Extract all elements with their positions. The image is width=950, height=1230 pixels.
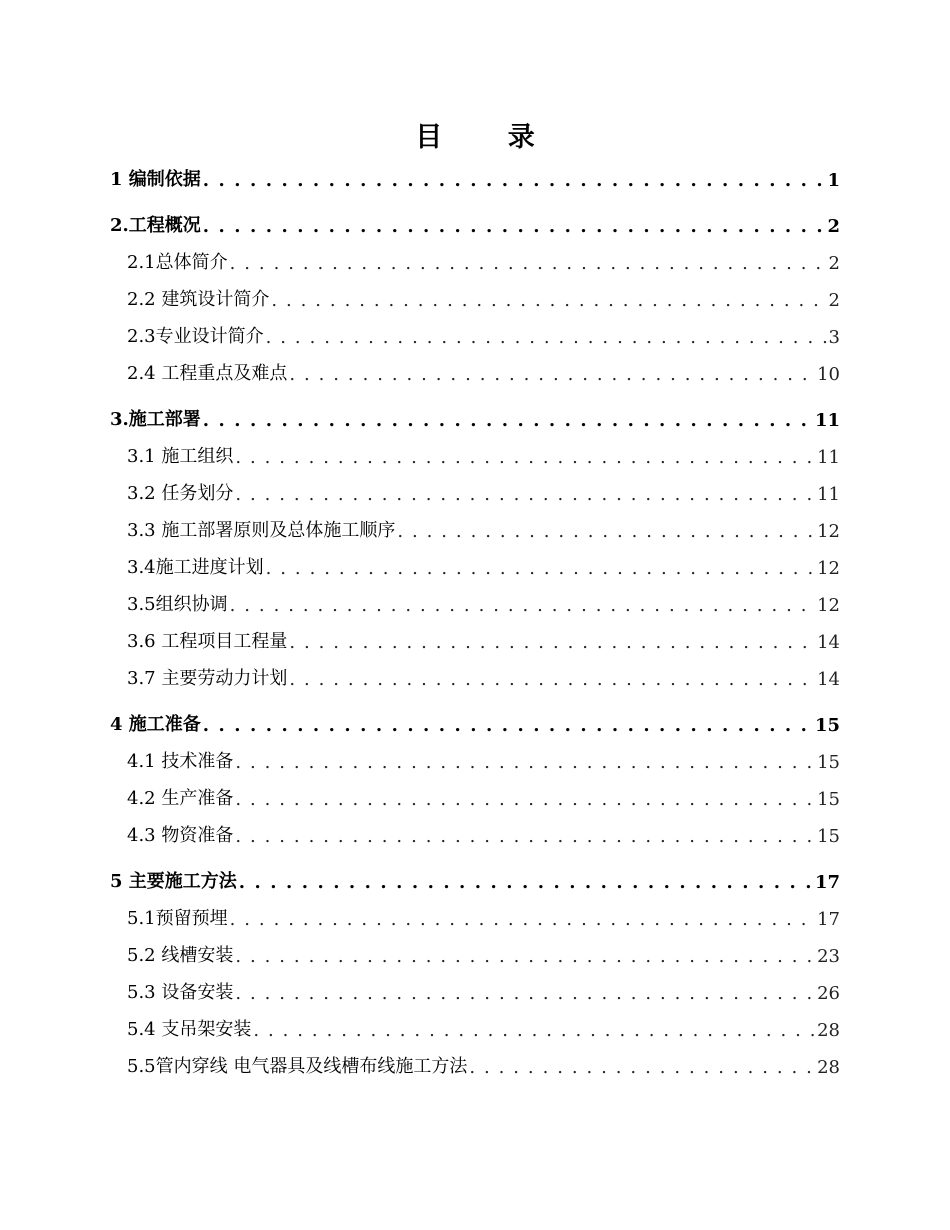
toc-dot-leader: [235, 826, 815, 847]
toc-entry-label: 5.3 设备安装: [127, 982, 234, 1003]
toc-section-entry[interactable]: [110, 1041, 840, 1078]
page-title: 目 录: [415, 122, 563, 153]
toc-dot-leader: [253, 1020, 815, 1041]
toc-dot-leader: [239, 872, 813, 893]
toc-section-entry[interactable]: [110, 616, 840, 653]
toc-section-entry[interactable]: [110, 274, 840, 311]
toc-entry-label: 3.7 主要劳动力计划: [127, 668, 288, 689]
toc-dot-leader: [235, 484, 815, 505]
toc-dot-leader: [271, 290, 826, 311]
toc-entry-label: 4 施工准备: [110, 714, 201, 735]
toc-page-number: 12: [817, 521, 840, 542]
toc-page-number: 3: [828, 327, 840, 348]
toc-dot-leader: [203, 216, 826, 237]
toc-entry-label: 2.2 建筑设计简介: [127, 289, 270, 310]
toc-section-entry[interactable]: [110, 810, 840, 847]
toc-section-entry[interactable]: [110, 1004, 840, 1041]
toc-entry-label: 5.5管内穿线 电气器具及线槽布线施工方法: [127, 1056, 468, 1077]
toc-entry-label: 5.1预留预埋: [127, 908, 228, 929]
toc-dot-leader: [235, 983, 815, 1004]
toc-page-number: 15: [814, 715, 840, 736]
toc-dot-leader: [289, 669, 815, 690]
toc-section-entry[interactable]: [110, 653, 840, 690]
toc-page-number: 23: [817, 946, 840, 967]
toc-section-entry[interactable]: [110, 237, 840, 274]
toc-chapter-entry[interactable]: [110, 200, 840, 237]
toc-entry-label: 2.3专业设计简介: [127, 326, 264, 347]
toc-entry-label: 3.4施工进度计划: [127, 557, 264, 578]
toc-dot-leader: [469, 1057, 815, 1078]
toc-dot-leader: [235, 946, 815, 967]
toc-chapter-entry[interactable]: [110, 157, 840, 191]
toc-page-number: 2: [828, 253, 840, 274]
toc-section-entry[interactable]: [110, 736, 840, 773]
toc-page-number: 12: [817, 558, 840, 579]
toc-page-number: 28: [817, 1020, 840, 1041]
toc-dot-leader: [266, 327, 827, 348]
toc-section-entry[interactable]: [110, 468, 840, 505]
toc-page-number: 17: [817, 909, 840, 930]
toc-spacer: [110, 847, 840, 856]
toc-page-number: 26: [817, 983, 840, 1004]
toc-entry-label: 3.1 施工组织: [127, 446, 234, 467]
toc-section-entry[interactable]: [110, 311, 840, 348]
toc-page-number: 17: [814, 872, 840, 893]
toc-section-entry[interactable]: [110, 930, 840, 967]
toc-dot-leader: [230, 909, 815, 930]
toc-dot-leader: [235, 789, 815, 810]
toc-entry-label: 4.1 技术准备: [127, 751, 234, 772]
toc-dot-leader: [203, 410, 813, 431]
toc-chapter-entry[interactable]: [110, 856, 840, 893]
toc-dot-leader: [235, 447, 815, 468]
toc-entry-label: 3.6 工程项目工程量: [127, 631, 288, 652]
toc-page-number: 15: [817, 752, 840, 773]
toc-dot-leader: [289, 364, 815, 385]
toc-page-number: 11: [814, 410, 840, 431]
toc-spacer: [110, 690, 840, 699]
toc-entry-label: 3.3 施工部署原则及总体施工顺序: [127, 520, 396, 541]
toc-section-entry[interactable]: [110, 579, 840, 616]
toc-page-number: 11: [817, 447, 840, 468]
toc-section-entry[interactable]: [110, 431, 840, 468]
toc-chapter-entry[interactable]: [110, 394, 840, 431]
toc-dot-leader: [230, 595, 815, 616]
toc-dot-leader: [235, 752, 815, 773]
toc-page-number: 1: [827, 170, 840, 191]
toc-dot-leader: [397, 521, 815, 542]
toc-dot-leader: [266, 558, 815, 579]
toc-entry-label: 4.3 物资准备: [127, 825, 234, 846]
toc-entry-label: 4.2 生产准备: [127, 788, 234, 809]
toc-section-entry[interactable]: [110, 967, 840, 1004]
toc-entry-label: 3.5组织协调: [127, 594, 228, 615]
toc-page-number: 28: [817, 1057, 840, 1078]
toc-page-number: 15: [817, 826, 840, 847]
toc-entry-label: 5 主要施工方法: [110, 871, 237, 892]
table-of-contents: [110, 157, 840, 1078]
toc-section-entry[interactable]: [110, 542, 840, 579]
toc-entry-label: 1 编制依据: [110, 169, 201, 190]
toc-section-entry[interactable]: [110, 893, 840, 930]
toc-dot-leader: [203, 170, 826, 191]
toc-entry-label: 3.2 任务划分: [127, 483, 234, 504]
toc-section-entry[interactable]: [110, 505, 840, 542]
toc-page-number: 2: [827, 216, 840, 237]
toc-entry-label: 5.2 线槽安装: [127, 945, 234, 966]
toc-page-number: 11: [817, 484, 840, 505]
toc-entry-label: 2.1总体简介: [127, 252, 228, 273]
toc-spacer: [110, 191, 840, 200]
toc-page-number: 2: [828, 290, 840, 311]
toc-section-entry[interactable]: [110, 348, 840, 385]
toc-entry-label: 2.4 工程重点及难点: [127, 363, 288, 384]
toc-section-entry[interactable]: [110, 773, 840, 810]
toc-page-number: 12: [817, 595, 840, 616]
toc-dot-leader: [203, 715, 813, 736]
toc-entry-label: 5.4 支吊架安装: [127, 1019, 252, 1040]
toc-page-number: 14: [817, 632, 840, 653]
toc-page-number: 15: [817, 789, 840, 810]
toc-page-number: 14: [817, 669, 840, 690]
toc-page-number: 10: [817, 364, 840, 385]
toc-chapter-entry[interactable]: [110, 699, 840, 736]
toc-spacer: [110, 385, 840, 394]
toc-entry-label: 2.工程概况: [110, 215, 201, 236]
toc-entry-label: 3.施工部署: [110, 409, 201, 430]
toc-dot-leader: [230, 253, 827, 274]
toc-dot-leader: [289, 632, 815, 653]
